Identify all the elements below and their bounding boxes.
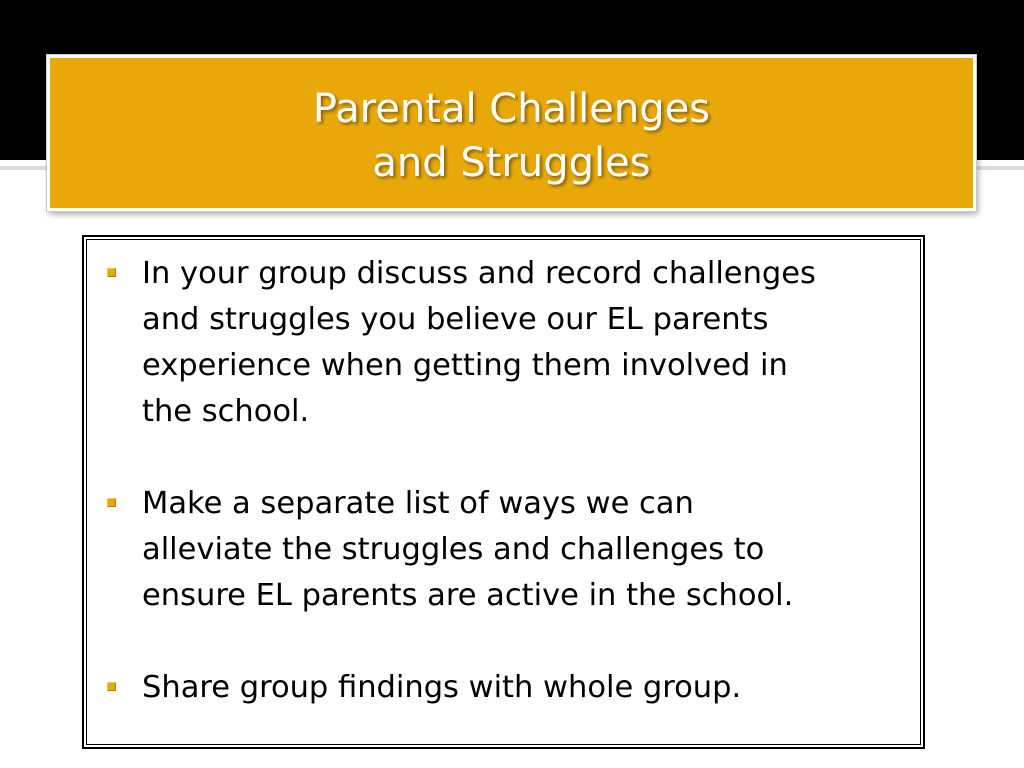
bullet-text-line: Share group findings with whole group.: [142, 670, 742, 705]
square-bullet-icon: [107, 268, 116, 277]
bullet-text-line: and struggles you believe our EL parents: [142, 302, 769, 337]
square-bullet-icon: [107, 498, 116, 507]
slide-title-line-2: and Struggles: [372, 140, 651, 186]
bullet-list: [142, 251, 932, 711]
bullet-text-line: ensure EL parents are active in the school.: [142, 578, 794, 613]
bullet-item-discuss-challenges: [142, 251, 932, 435]
square-bullet-icon: [107, 682, 116, 691]
bullet-text-line: In your group discuss and record challenges: [142, 256, 816, 291]
slide-title-line-1: Parental Challenges: [312, 86, 711, 132]
bullet-item-separate-list: [142, 481, 932, 619]
slide-title-box: [47, 55, 976, 211]
bullet-text-line: experience when getting them involved in: [142, 348, 788, 383]
bullet-text-line: alleviate the struggles and challenges to: [142, 532, 765, 567]
bullet-text-line: Make a separate list of ways we can: [142, 486, 694, 521]
bullet-item-share-findings: [142, 665, 932, 711]
bullet-text-line: the school.: [142, 394, 310, 429]
